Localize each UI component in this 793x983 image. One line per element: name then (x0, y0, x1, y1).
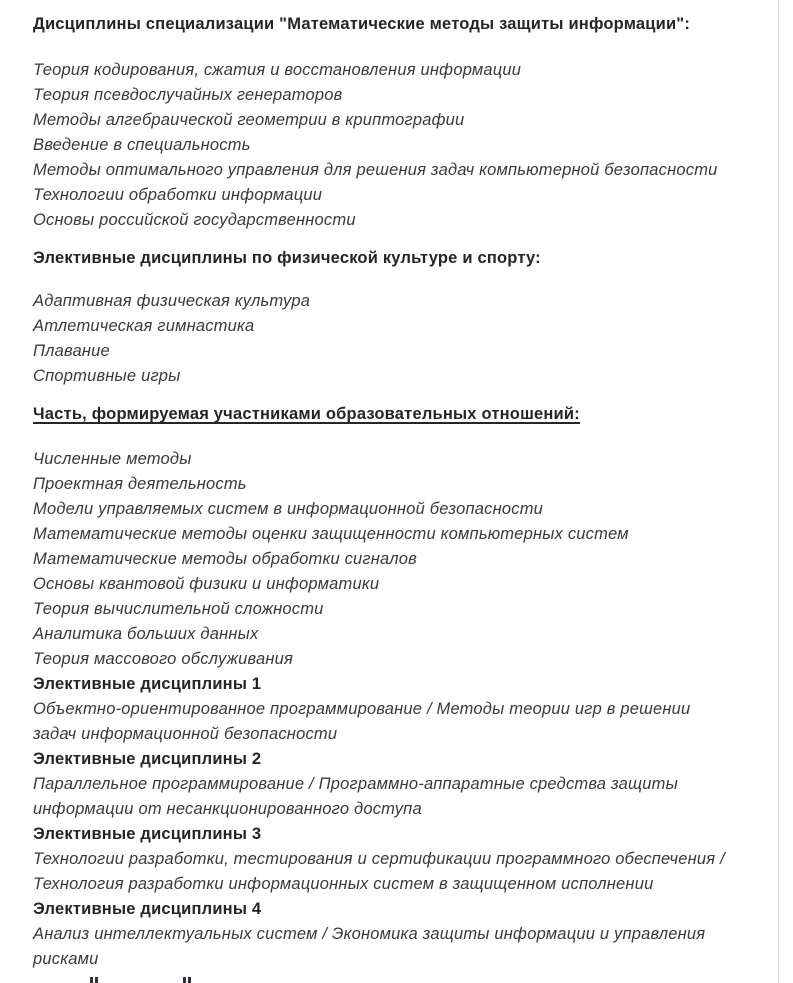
clipped-text-fragment (183, 977, 186, 983)
elective-group-courses: Анализ интеллектуальных систем / Экономика защиты информации и управления рисками (33, 925, 706, 968)
discipline-list-participants-part (33, 447, 733, 672)
elective-group-label: Элективные дисциплины 4 (33, 900, 262, 918)
elective-groups (33, 672, 733, 972)
list-item: Основы квантовой физики и информатики (33, 575, 380, 593)
section-heading-specialization: Дисциплины специализации "Математические методы защиты информации": (33, 15, 691, 33)
list-item: Плавание (33, 342, 110, 360)
list-item: Математические методы оценки защищенности компьютерных систем (33, 525, 629, 543)
list-item: Адаптивная физическая культура (33, 292, 311, 310)
list-item: Проектная деятельность (33, 475, 247, 493)
discipline-list-specialization (33, 58, 733, 233)
list-item: Спортивные игры (33, 367, 181, 385)
elective-group-courses: Параллельное программирование / Программно-аппаратные средства защиты информации от несанкционированного доступа (33, 775, 678, 818)
elective-group-courses: Объектно-ориентированное программирование / Методы теории игр в решении задач информационной безопасности (33, 700, 691, 743)
list-item: Теория массового обслуживания (33, 650, 294, 668)
discipline-list-physical-culture (33, 289, 733, 389)
clipped-text-fragment (188, 977, 191, 983)
list-item: Численные методы (33, 450, 192, 468)
section-heading-physical-culture: Элективные дисциплины по физической культуре и спорту: (33, 249, 541, 267)
list-item: Теория кодирования, сжатия и восстановления информации (33, 61, 522, 79)
list-item: Методы оптимального управления для решения задач компьютерной безопасности (33, 161, 718, 179)
list-item: Модели управляемых систем в информационной безопасности (33, 500, 544, 518)
clipped-text-fragment (95, 977, 98, 983)
elective-group-label: Элективные дисциплины 2 (33, 750, 262, 768)
elective-group-courses: Технологии разработки, тестирования и сертификации программного обеспечения / Технология разработки информационных систем в защищенном исполнении (33, 850, 725, 893)
list-item: Основы российской государственности (33, 211, 356, 229)
list-item: Теория вычислительной сложности (33, 600, 324, 618)
list-item: Технологии обработки информации (33, 186, 323, 204)
section-heading-participants-part: Часть, формируемая участниками образовательных отношений: (33, 405, 580, 423)
elective-group-label: Элективные дисциплины 1 (33, 675, 262, 693)
page-right-border (778, 0, 779, 983)
list-item: Математические методы обработки сигналов (33, 550, 417, 568)
elective-group-label: Элективные дисциплины 3 (33, 825, 262, 843)
list-item: Атлетическая гимнастика (33, 317, 255, 335)
list-item: Методы алгебраической геометрии в криптографии (33, 111, 465, 129)
clipped-text-fragment (90, 977, 93, 983)
list-item: Теория псевдослучайных генераторов (33, 86, 343, 104)
list-item: Аналитика больших данных (33, 625, 259, 643)
list-item: Введение в специальность (33, 136, 251, 154)
